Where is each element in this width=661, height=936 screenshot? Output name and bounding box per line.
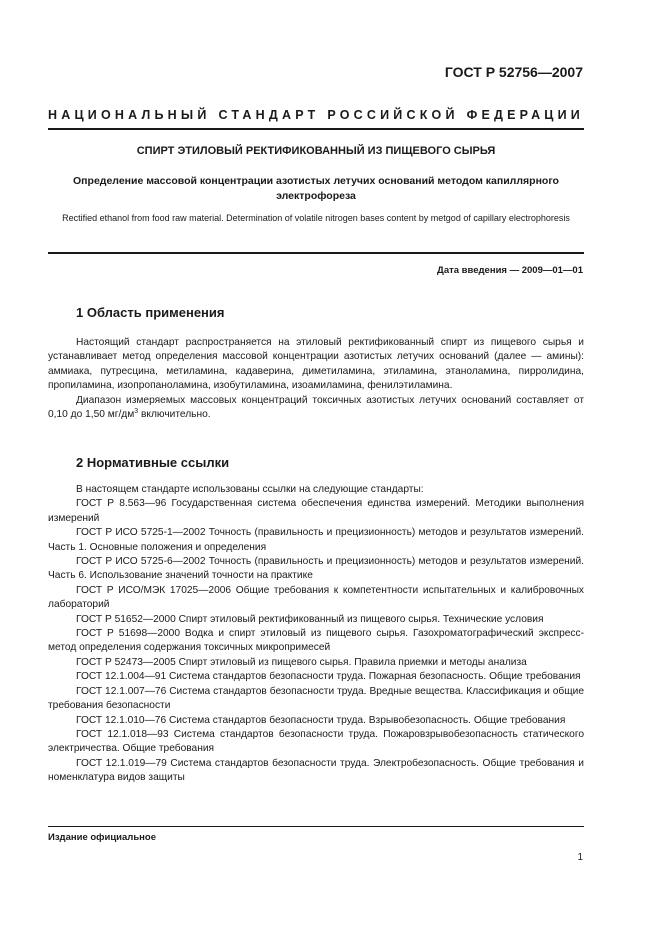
top-rule: [48, 128, 584, 130]
introduction-date: Дата введения — 2009—01—01: [437, 265, 583, 276]
page-number: 1: [577, 852, 583, 863]
scope-paragraph: Настоящий стандарт распространяется на этиловый ректификованный спирт из пищевого сырья и устанавливает метод определения массовой концентрации азотистых летучих оснований (далее — амины): аммиака, путресцина, метиламина, кадаверина, диметиламина, этиламина, этаноламина, пирролидина, пропиламина, изопропаноламина, изобутиламина, изоамиламина, фенилэтиламина.: [48, 337, 584, 392]
reference-item: ГОСТ 12.1.010—76 Система стандартов безопасности труда. Взрывобезопасность. Общие требования: [76, 714, 566, 726]
reference-item: ГОСТ Р 51698—2000 Водка и спирт этиловый из пищевого сырья. Газохроматографический экспресс-метод определения содержания токсичных микропримесей: [48, 628, 584, 654]
reference-item: ГОСТ 12.1.004—91 Система стандартов безопасности труда. Пожарная безопасность. Общие требования: [76, 671, 581, 683]
reference-item: ГОСТ 12.1.007—76 Система стандартов безопасности труда. Вредные вещества. Классификация и общие требования безопасности: [48, 685, 584, 712]
english-title: Rectified ethanol from food raw material. Determination of volatile nitrogen bases content by metgod of capillary electrophoresis: [62, 213, 570, 223]
reference-item: ГОСТ Р 51652—2000 Спирт этиловый ректификованный из пищевого сырья. Технические условия: [76, 613, 544, 625]
reference-item: ГОСТ 12.1.018—93 Система стандартов безопасности труда. Пожаровзрывобезопасность статического электричества. Общие требования: [48, 728, 584, 755]
section-1-body: [48, 336, 584, 422]
range-text: Диапазон измеряемых массовых концентраций токсичных азотистых летучих оснований составляет от 0,10 до 1,50 мг/дм: [48, 394, 584, 421]
unit-exponent: 3: [134, 408, 139, 416]
references-list: [48, 483, 584, 786]
reference-item: ГОСТ Р ИСО 5725-6—2002 Точность (правильность и прецизионность) методов и результатов измерений. Часть 6. Использование значений точности на практике: [48, 556, 584, 582]
range-text-end: включительно.: [138, 409, 211, 421]
document-subtitle: Определение массовой концентрации азотистых летучих оснований методом капиллярного электрофореза: [73, 175, 559, 202]
reference-item: ГОСТ Р ИСО 5725-1—2002 Точность (правильность и прецизионность) методов и результатов измерений. Часть 1. Основные положения и определения: [48, 527, 584, 553]
title-bottom-rule: [48, 252, 584, 254]
section-1-heading: 1 Область применения: [76, 305, 225, 320]
national-standard-banner: НАЦИОНАЛЬНЫЙ СТАНДАРТ РОССИЙСКОЙ ФЕДЕРАЦИИ: [48, 108, 584, 122]
section-2-heading: 2 Нормативные ссылки: [76, 455, 230, 470]
standard-id: ГОСТ Р 52756—2007: [444, 64, 583, 80]
document-title: СПИРТ ЭТИЛОВЫЙ РЕКТИФИКОВАННЫЙ ИЗ ПИЩЕВОГО СЫРЬЯ: [136, 145, 496, 157]
official-edition-label: Издание официальное: [48, 832, 156, 843]
reference-item: ГОСТ 12.1.019—79 Система стандартов безопасности труда. Электробезопасность. Общие требования и номенклатура видов защиты: [48, 757, 584, 784]
references-intro: В настоящем стандарте использованы ссылки на следующие стандарты:: [76, 484, 424, 495]
footer-rule: [48, 826, 584, 827]
reference-item: ГОСТ Р 52473—2005 Спирт этиловый из пищевого сырья. Правила приемки и методы анализа: [76, 656, 527, 668]
reference-item: ГОСТ Р ИСО/МЭК 17025—2006 Общие требования к компетентности испытательных и калибровочных лабораторий: [48, 584, 584, 611]
range-paragraph: [48, 394, 584, 423]
reference-item: ГОСТ Р 8.563—96 Государственная система обеспечения единства измерений. Методики выполнения измерений: [48, 498, 584, 524]
